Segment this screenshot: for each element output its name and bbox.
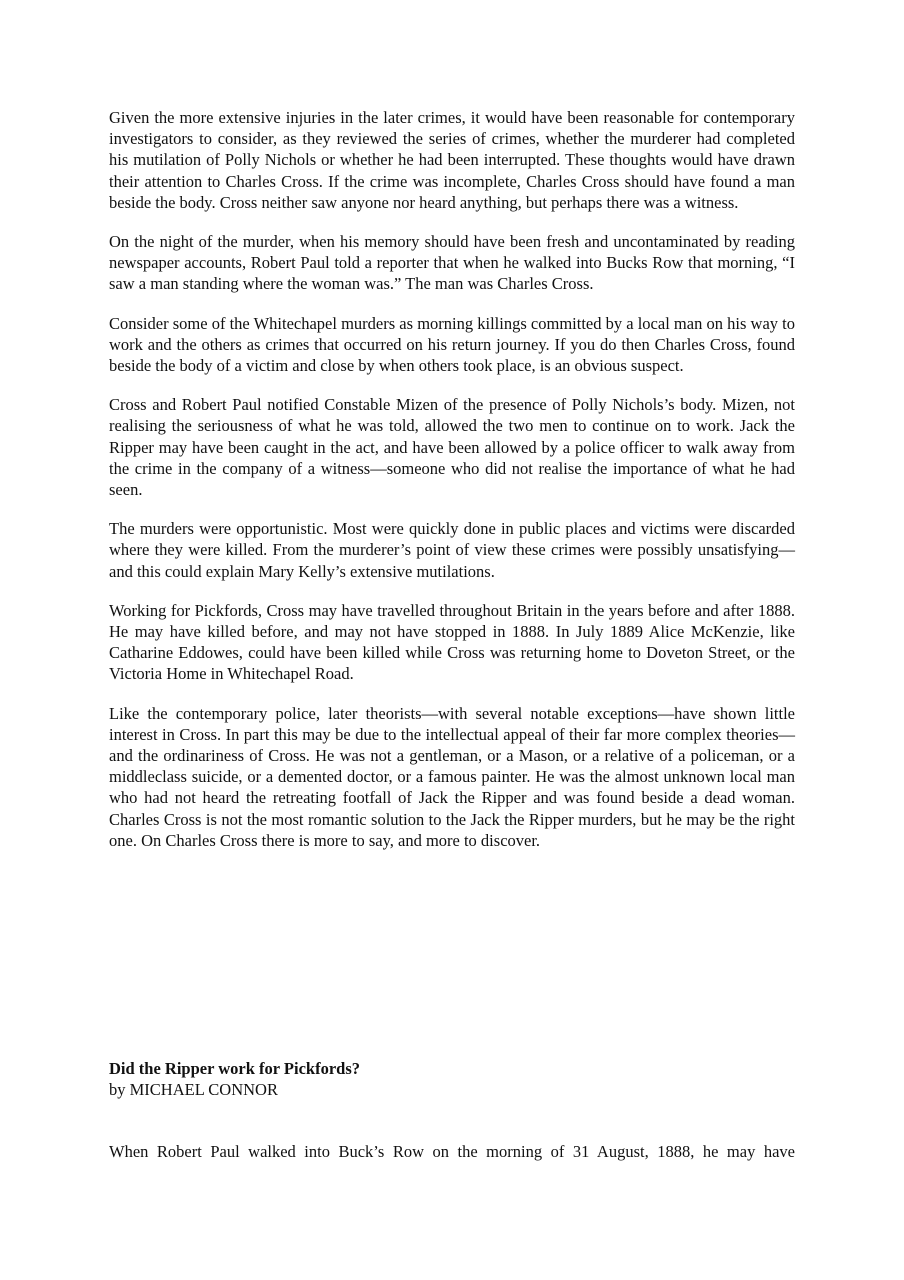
paragraph-5: The murders were opportunistic. Most were quickly done in public places and victims were discarded where they were killed. From the murderer’s point of view these crimes were possibly unsatisfying—and this could explain Mary Kelly’s extensive mutilations. bbox=[109, 519, 795, 581]
paragraph-7: Like the contemporary police, later theorists—with several notable exceptions—have shown little interest in Cross. In part this may be due to the intellectual appeal of their far more complex theories—and the ordinariness of Cross. He was not a gentleman, or a Mason, or a relative of a policeman, or a middleclass suicide, or a demented doctor, or a famous painter. He was the almost unknown local man who had not heard the retreating footfall of Jack the Ripper and was found beside a dead woman. Charles Cross is not the most romantic solution to the Jack the Ripper murders, but he may be the right one. On Charles Cross there is more to say, and more to discover. bbox=[109, 703, 795, 850]
document-body bbox=[109, 107, 795, 851]
paragraph-1: Given the more extensive injuries in the later crimes, it would have been reasonable for contemporary investigators to consider, as they reviewed the series of crimes, whether the murderer had completed his mutilation of Polly Nichols or whether he had been interrupted. These thoughts would have drawn their attention to Charles Cross. If the crime was incomplete, Charles Cross should have found a man beside the body. Cross neither saw anyone nor heard anything, but perhaps there was a witness. bbox=[109, 108, 795, 212]
article-header bbox=[109, 1058, 795, 1100]
paragraph-6: Working for Pickfords, Cross may have travelled throughout Britain in the years before and after 1888. He may have killed before, and may not have stopped in 1888. In July 1889 Alice McKenzie, like Catharine Eddowes, could have been killed while Cross was returning home to Doveton Street, or the Victoria Home in Whitechapel Road. bbox=[109, 600, 795, 684]
paragraph-3: Consider some of the Whitechapel murders as morning killings committed by a local man on his way to work and the others as crimes that occurred on his return journey. If you do then Charles Cross, found beside the body of a victim and close by when others took place, is an obvious suspect. bbox=[109, 313, 795, 376]
paragraph-4: Cross and Robert Paul notified Constable Mizen of the presence of Polly Nichols’s body. Mizen, not realising the seriousness of what he was told, allowed the two men to continue on to work. Jack the Ripper may have been caught in the act, and have been allowed by a police officer to walk away from the crime in the company of a witness—someone who did not realise the importance of what he had seen. bbox=[109, 395, 795, 500]
article-title: Did the Ripper work for Pickfords? bbox=[109, 1059, 361, 1078]
paragraph-2: On the night of the murder, when his memory should have been fresh and uncontaminated by reading newspaper accounts, Robert Paul told a reporter that when he walked into Bucks Row that morning, “I saw a man standing where the woman was.” The man was Charles Cross. bbox=[109, 232, 795, 294]
article-byline: by MICHAEL CONNOR bbox=[109, 1080, 278, 1100]
article-first-line: When Robert Paul walked into Buck’s Row on the morning of 31 August, 1888, he may have bbox=[109, 1142, 795, 1161]
